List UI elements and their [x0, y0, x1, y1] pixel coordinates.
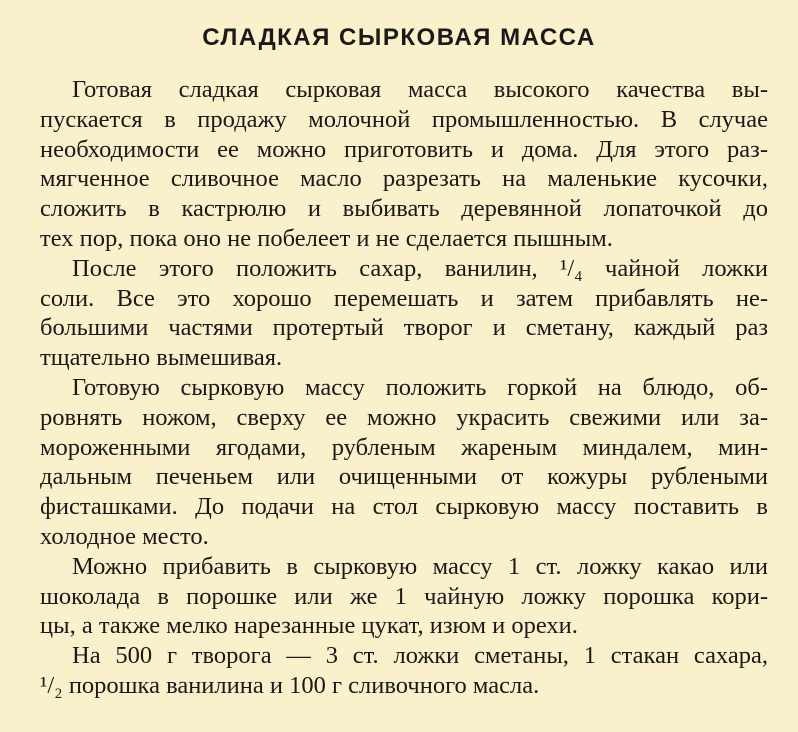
text-line: ровнять ножом, сверху ее можно украсить свежими или за-: [40, 403, 768, 431]
text-line: Готовую сырковую массу положить горкой на блюдо, об-: [72, 373, 768, 401]
text-line: ¹/₂ порошка ванилина и 100 г сливочного масла.: [40, 671, 540, 699]
text-line: фисташками. До подачи на стол сырковую массу поставить в: [40, 493, 768, 521]
text-line: пускается в продажу молочной промышленностью. В случае: [40, 105, 768, 133]
text-line: На 500 г творога — 3 ст. ложки сметаны, 1 стакан сахара,: [72, 642, 768, 670]
text-line: необходимости ее можно приготовить и дома. Для этого раз-: [40, 135, 768, 163]
text-line: соли. Все это хорошо перемешать и затем прибавлять не-: [40, 284, 768, 312]
paragraph-intro: [40, 75, 768, 254]
page-title: СЛАДКАЯ СЫРКОВАЯ МАССА: [202, 24, 596, 51]
paragraph-serving: [40, 373, 768, 552]
paragraph-ingredients: [40, 641, 768, 701]
text-line: сложить в кастрюлю и выбивать деревянной лопаточкой до: [40, 195, 768, 223]
text-line: Готовая сладкая сырковая масса высокого качества вы-: [72, 76, 768, 103]
paragraph-variations: [40, 552, 768, 641]
text-line: Можно прибавить в сырковую массу 1 ст. ложку какао или: [72, 552, 768, 580]
text-line: холодное место.: [40, 522, 209, 550]
text-line: тщательно вымешивая.: [40, 344, 283, 372]
recipe-text: [40, 75, 768, 701]
text-line: цы, а также мелко нарезанные цукат, изюм и орехи.: [40, 612, 578, 640]
text-line: тех пор, пока оно не побелеет и не сделается пышным.: [40, 224, 613, 252]
text-line: большими частями протертый творог и сметану, каждый раз: [40, 314, 768, 342]
text-line: шоколада в порошке или же 1 чайную ложку порошка кори-: [40, 582, 768, 610]
text-line: После этого положить сахар, ванилин, ¹/₄ чайной ложки: [72, 254, 768, 282]
text-line: дальным печеньем или очищенными от кожуры рублеными: [40, 463, 768, 491]
text-line: мягченное сливочное масло разрезать на маленькие кусочки,: [40, 165, 768, 193]
text-line: мороженными ягодами, рубленым жареным миндалем, мин-: [40, 433, 768, 461]
paragraph-mixing: [40, 254, 768, 373]
